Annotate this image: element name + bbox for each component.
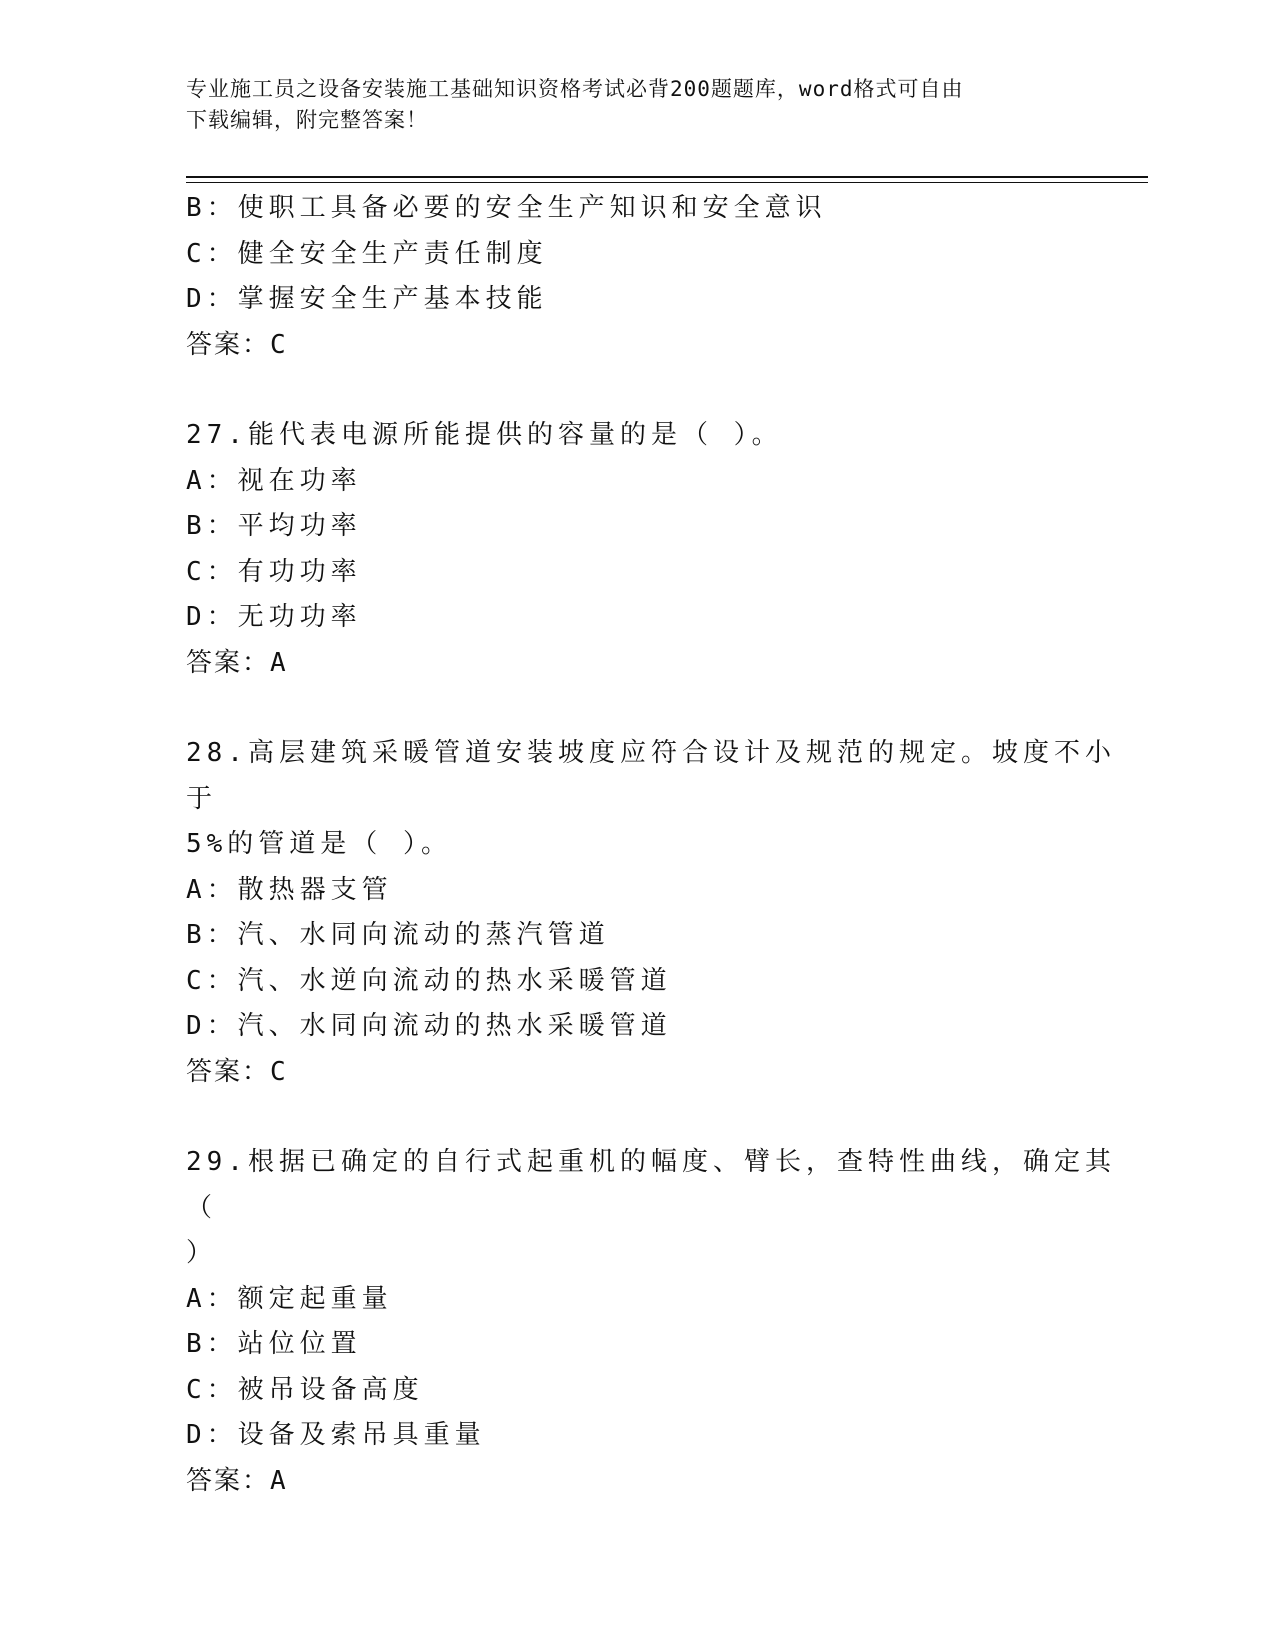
question-stem: 29.根据已确定的自行式起重机的幅度、臂长，查特性曲线，确定其（: [186, 1147, 1116, 1223]
question-content: [186, 186, 1116, 1504]
answer: 答案：A: [186, 647, 288, 678]
option-d: D：掌握安全生产基本技能: [186, 284, 548, 314]
document-header: [186, 74, 1066, 136]
header-line-1: 专业施工员之设备安装施工基础知识资格考试必背200题题库，word格式可自由: [186, 77, 964, 101]
option-c: C：被吊设备高度: [186, 1374, 424, 1405]
question-stem-continued: 5%的管道是（ ）。: [186, 829, 452, 859]
option-d: D：无功功率: [186, 602, 362, 632]
question-block-27: [186, 413, 1116, 686]
option-c: C：有功功率: [186, 556, 362, 587]
question-stem: 27.能代表电源所能提供的容量的是（ ）。: [186, 420, 783, 450]
option-d: D：汽、水同向流动的热水采暖管道: [186, 1011, 672, 1041]
question-block-28: [186, 731, 1116, 1095]
answer: 答案：A: [186, 1465, 288, 1496]
question-block-29: [186, 1140, 1116, 1504]
question-stem-continued: ）: [186, 1238, 218, 1268]
header-divider-thin: [186, 182, 1148, 183]
option-c: C：汽、水逆向流动的热水采暖管道: [186, 965, 672, 996]
header-divider-thick: [186, 176, 1148, 178]
answer: 答案：C: [186, 329, 288, 360]
option-b: B：使职工具备必要的安全生产知识和安全意识: [186, 193, 827, 223]
option-d: D：设备及索吊具重量: [186, 1420, 486, 1450]
option-b: B：平均功率: [186, 511, 362, 541]
option-a: A：额定起重量: [186, 1283, 393, 1314]
option-a: A：视在功率: [186, 465, 362, 496]
option-b: B：汽、水同向流动的蒸汽管道: [186, 920, 610, 950]
answer: 答案：C: [186, 1056, 288, 1087]
question-block-26-tail: [186, 186, 1116, 368]
option-a: A：散热器支管: [186, 874, 393, 905]
header-line-2: 下载编辑，附完整答案！: [186, 108, 428, 132]
question-stem: 28.高层建筑采暖管道安装坡度应符合设计及规范的规定。坡度不小于: [186, 738, 1116, 814]
option-b: B：站位位置: [186, 1329, 362, 1359]
option-c: C：健全安全生产责任制度: [186, 238, 548, 269]
